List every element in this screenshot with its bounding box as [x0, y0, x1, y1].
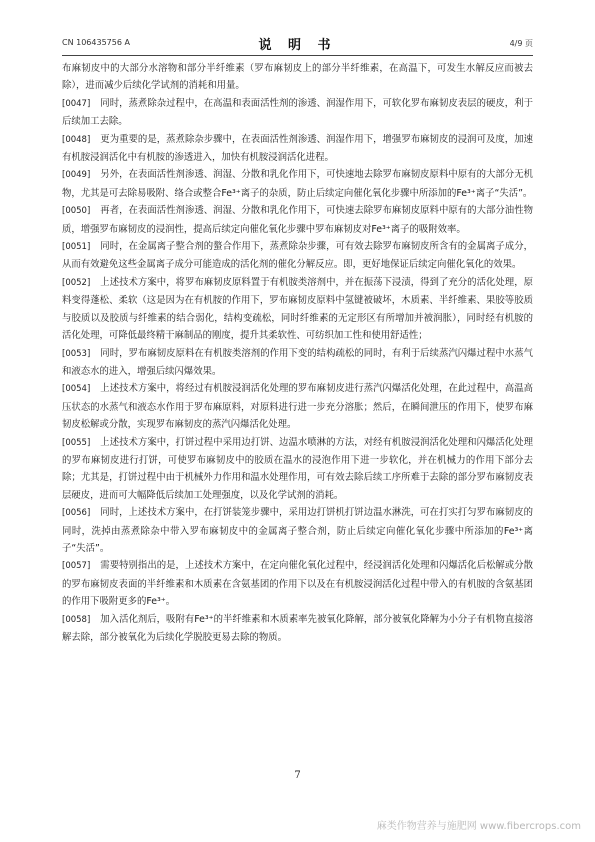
patent-number: CN 106435756 A [62, 38, 130, 47]
paragraph [62, 274, 533, 345]
header-divider [62, 55, 533, 56]
paragraph-text: 另外，在表面活性剂渗透、润湿、分散和乳化作用下，可快速地去除罗布麻韧皮原料中原有的大部分无机物，尤其是可去除易吸附、络合或整合Fe³⁺离子的杂质，防止后续定向催化氧化步骤中所添加的Fe³⁺离子“失活”。 [62, 169, 533, 199]
paragraph [62, 131, 533, 167]
paragraph-text: 加入活化剂后，吸附有Fe³⁺的半纤维素和木质素率先被氧化降解，部分被氧化降解为小分子有机物直接溶解去除，部分被氧化为后续化学脱胶更易去除的物质。 [62, 613, 533, 643]
page-number: 7 [294, 770, 301, 781]
paragraph-number: [0057] [62, 561, 91, 572]
paragraph [62, 202, 533, 238]
paragraph-number: [0051] [62, 242, 91, 253]
paragraph-text: 更为重要的是，蒸煮除杂步骤中，在表面活性剂渗透、润湿作用下，增强罗布麻韧皮的浸润可及度，加速有机胺浸润活化中有机胺的渗透进入，加快有机胺浸润活化进程。 [62, 133, 533, 164]
paragraph-number: [0049] [62, 170, 91, 181]
paragraph-number: [0058] [62, 614, 91, 625]
paragraph-number: [0053] [62, 348, 91, 359]
paragraph-text: 需要特别指出的是，上述技术方案中，在定向催化氧化过程中，经浸润活化处理和闪爆活化后松解或分散的罗布麻韧皮表面的半纤维素和木质素在含氨基团的作用下以及在有机胺浸润活化过程中带入的有机胺的含氨基团的作用下吸附更多的Fe³⁺。 [62, 560, 533, 608]
paragraph [62, 380, 533, 433]
paragraph-number: [0052] [62, 277, 91, 288]
paragraph [62, 434, 533, 505]
paragraph-text: 上述技术方案中，将经过有机胺浸润活化处理的罗布麻韧皮进行蒸汽闪爆活化处理，在此过程中，高温高压状态的水蒸气和液态水作用于罗布麻原料，对原料进行进一步充分溶胀；然后，在瞬间泄压的作用下，使罗布麻韧皮松解或分散，实现罗布麻韧皮的蒸汽闪爆活化处理。 [62, 383, 533, 431]
paragraph-number: [0055] [62, 437, 91, 448]
paragraph-number: [0056] [62, 508, 91, 519]
paragraph-text: 同时，上述技术方案中，在打饼装笼步骤中，采用边打饼机打饼边温水淋洗，可在打实打匀罗布麻韧皮的同时，洗掉由蒸煮除杂中带入罗布麻韧皮中的金属离子整合剂，防止后续定向催化氧化步骤中所添加的Fe³⁺离子“失活”。 [62, 507, 533, 554]
paragraph [62, 611, 533, 647]
paragraph-text: 同时，在金属离子整合剂的螯合作用下，蒸煮除杂步骤，可有效去除罗布麻韧皮所含有的金属离子成分，从而有效避免这些金属离子成分可能造成的活化剂的催化分解反应。即，更好地保证后续定向催化氧化的效果。 [62, 241, 533, 271]
paragraph-number: [0047] [62, 98, 91, 109]
paragraph [62, 557, 533, 610]
paragraph [62, 345, 533, 381]
paragraph-text: 上述技术方案中，将罗布麻韧皮原料置于有机胺类溶剂中，并在振荡下浸渍，得到了充分的活化处理，原料变得蓬松、柔软（这是因为在有机胺的作用下，罗布麻韧皮原料中氢键被破坏，木质素、半纤维素、果胶等胶质与胶质以及胶质与纤维素的结合弱化，结构变疏松，同时纤维素的无定形区有所增加并被润胀），同时经有机胺的活化处理，可降低最终精干麻制品的刚度，提升其柔软性、可纺织加工性和使用舒适性； [62, 276, 533, 342]
paragraph-text: 同时，蒸煮除杂过程中，在高温和表面活性剂的渗透、润湿作用下，可软化罗布麻韧皮表层的硬皮，利于后续加工去除。 [62, 97, 533, 128]
document-body [62, 60, 533, 646]
paragraph-number: [0050] [62, 206, 91, 217]
paragraph-number: [0054] [62, 384, 91, 395]
paragraph-text: 上述技术方案中，打饼过程中采用边打饼、边温水喷淋的方法，对经有机胺浸润活化处理和闪爆活化处理的罗布麻韧皮进行打饼，可使罗布麻韧皮中的胶质在温水的浸泡作用下进一步软化，并在机械力的作用下部分去除；尤其是，打饼过程中由于机械外力作用和温水处理作用，可有效去除后续工序所难于去除的部分罗布麻韧皮表层硬皮，进而可大幅降低后续加工处理强度，以及化学试剂的消耗。 [62, 436, 533, 501]
paragraph [62, 238, 533, 274]
page-indicator: 4/9 页 [509, 39, 533, 48]
paragraph-text: 再者，在表面活性剂渗透、润湿、分散和乳化作用下，可快速去除罗布麻韧皮原料中原有的大部分油性物质，增强罗布麻韧皮的浸润性，提高后续定向催化氧化步骤中罗布麻韧皮对Fe³⁺离子的吸附效率。 [62, 205, 533, 235]
paragraph-text: 同时，罗布麻韧皮原料在有机胺类溶剂的作用下变的结构疏松的同时，有利于后续蒸汽闪爆过程中水蒸气和液态水的进入，增强后续闪爆效果。 [62, 347, 533, 377]
watermark-text: 麻类作物营养与施肥网 www.fibercrops.com [376, 821, 581, 832]
document-title: 说 明 书 [258, 38, 337, 53]
paragraph-number: [0048] [62, 134, 91, 145]
page-header [62, 34, 533, 52]
intro-paragraph: 布麻韧皮中的大部分水溶物和部分半纤维素（罗布麻韧皮上的部分半纤维素，在高温下，可发生水解反应而被去除），进而减少后续化学试剂的消耗和用量。 [62, 63, 533, 92]
paragraph-list [62, 95, 533, 647]
paragraph [62, 95, 533, 131]
paragraph [62, 166, 533, 202]
paragraph [62, 504, 533, 557]
